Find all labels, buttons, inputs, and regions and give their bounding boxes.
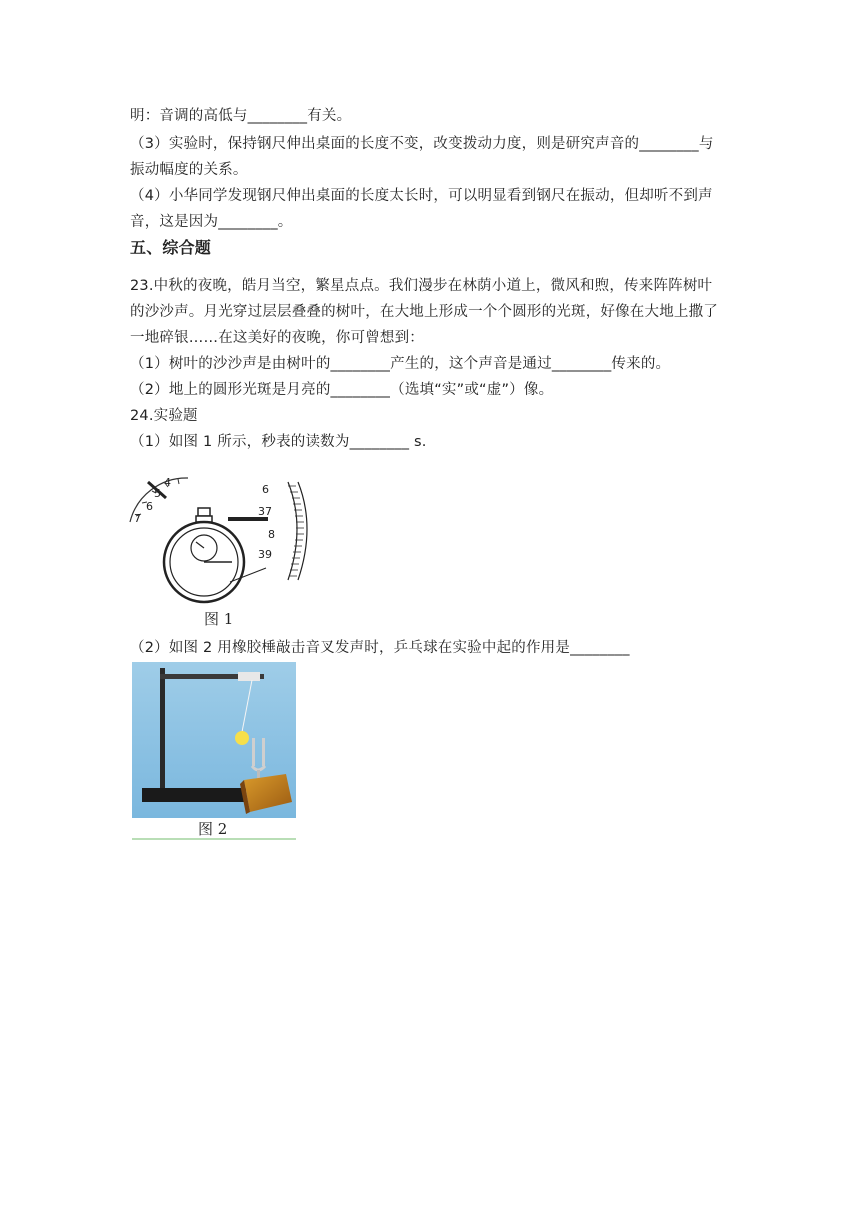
q23-sub-2: （2）地上的圆形光斑是月亮的________（选填“实”或“虚”）像。 [130, 382, 554, 398]
text-line-3: 振动幅度的关系。 [130, 162, 248, 178]
figure-2-tuning-fork [132, 662, 296, 840]
tuning-fork-photo [132, 662, 296, 840]
q24-sub-2: （2）如图 2 用橡胶棰敲击音叉发声时，乒乓球在实验中起的作用是________ [130, 640, 630, 656]
q24-sub-1: （1）如图 1 所示，秒表的读数为________ s. [130, 434, 427, 450]
q23-text-c: 一地碎银……在这美好的夜晚，你可曾想到： [130, 330, 424, 346]
scale-num-39: 39 [258, 548, 272, 561]
text-line-4: （4）小华同学发现钢尺伸出桌面的长度太长时，可以明显看到钢尺在振动，但却听不到声 [130, 188, 713, 204]
text-line-1: 明：音调的高低与________有关。 [130, 108, 352, 124]
text-line-2: （3）实验时，保持钢尺伸出桌面的长度不变，改变拨动力度，则是研究声音的________与 [130, 136, 714, 152]
text-line-5: 音，这是因为________。 [130, 214, 293, 230]
figure-1-caption: 图 1 [204, 610, 234, 628]
scale-num-6: 6 [262, 483, 269, 496]
q23-sub-1: （1）树叶的沙沙声是由树叶的________产生的，这个声音是通过________传来的。 [130, 356, 671, 372]
scale-num-37: 37 [258, 505, 272, 518]
q24-title: 24.实验题 [130, 408, 198, 424]
scale-num-8: 8 [268, 528, 275, 541]
q23-text-a: 23.中秋的夜晚，皓月当空，繁星点点。我们漫步在林荫小道上，微风和煦，传来阵阵树叶 [130, 278, 713, 294]
dial-num-4: 4 [164, 476, 171, 489]
stopwatch-illustration [128, 472, 308, 632]
figure-1-stopwatch [128, 472, 308, 632]
section-heading: 五、综合题 [130, 238, 212, 257]
figure-2-caption: 图 2 [198, 820, 228, 838]
q23-text-b: 的沙沙声。月光穿过层层叠叠的树叶，在大地上形成一个个圆形的光斑，好像在大地上撒了 [130, 304, 718, 320]
dial-num-6: 6 [146, 500, 153, 513]
dial-num-5: 5 [154, 487, 161, 500]
dial-num-7: 7 [134, 512, 141, 525]
